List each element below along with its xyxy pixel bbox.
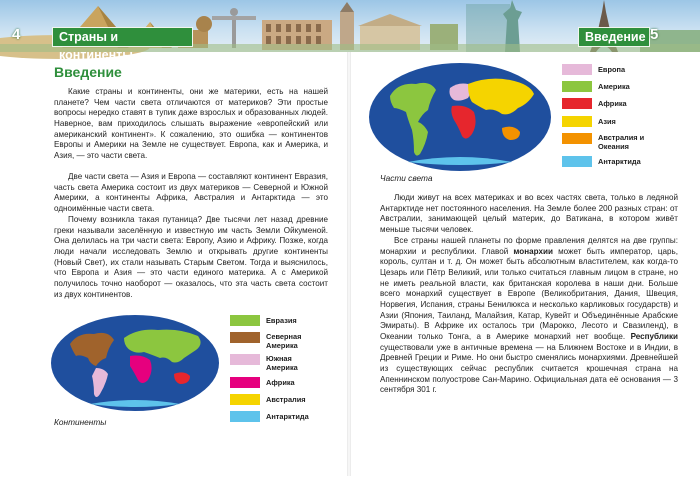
- paragraph-3: Почему возникла такая путаница? Две тысячи лет назад древние греки называли заселённую и известную им часть Земли Ойкуменой. Она делилась на три части света: Европу, Азию и Африку. Позже, когда люди начали исследовать Землю и открывать другие континенты (Новый Свет), их стали называть Старым Светом. Тогда и выяснилось, что Европа и Азия — это части единого материка. А с Америкой получилось точно наоборот — оказалось, что эта часть света состоит из двух континентов.: [54, 215, 328, 299]
- legend-swatch: [562, 64, 592, 75]
- legend-swatch: [230, 315, 260, 326]
- text-run: Все страны нашей планеты по форме правления делятся на две группы: монархии и республики. Главой: [380, 236, 678, 256]
- continents-map-caption: Континенты: [54, 417, 107, 427]
- left-section-title: Страны и континенты: [52, 27, 193, 47]
- book-gutter: [347, 52, 351, 476]
- legend-swatch: [562, 81, 592, 92]
- legend-label: Австралия: [266, 395, 306, 404]
- left-page: [0, 52, 346, 476]
- legend-swatch: [230, 411, 260, 422]
- text-run: может быть император, царь, король, султан и т. д. Он может быть абсолютным властителем, как когда-то Цезарь или Пётр Великий, или только считаться главным лицом в стране, но не иметь реальной власти, как британская королева в наши дни. Больше всего монархий существует в Европе (Великобритания, Дания, Швеция, Норвегия, Испания, страны Бенилюкса и несколько карликовых государств) и Азии (Япония, Таиланд, Малайзия, Катар, Кувейт и Объединённые Арабские Эмираты). В Африке их осталось три (Марокко, Лесото и Свазиленд), в Океании только Тонга, а в Америке монархий нет вообще.: [380, 246, 678, 341]
- legend-label: Азия: [598, 117, 616, 126]
- paragraph-1: Какие страны и континенты, они же материки, есть на нашей планете? Чем части света отличаются от материков? Эти простые вопросы нередко ставят в тупик даже взрослых и образованных людей. Наверное, вам приходилось слышать выражение «европейский или американский континент». К сожалению, это ошибка — континентов Европы и Америки на Земле не существует. Европа, как и Америка, и Азия, — это части света.: [54, 87, 328, 160]
- legend-swatch: [562, 156, 592, 167]
- governance-paragraph: [380, 236, 678, 396]
- paragraph-2: [380, 236, 678, 396]
- paragraph-1: Люди живут на всех материках и во всех частях света, только в ледяной Антарктиде нет постоянного населения. На Земле более 200 разных стран: от Австралии, занимающей целый материк, до Ватикана, в котором живёт меньше тысячи человек.: [380, 193, 678, 234]
- legend-label: Северная Америка: [266, 332, 302, 350]
- right-section-title: Введение: [578, 27, 650, 47]
- intro-paragraph: [54, 87, 328, 162]
- legend-swatch: [562, 133, 592, 144]
- bold-term-monarchy: монархии: [513, 246, 553, 256]
- continents-legend: [230, 315, 340, 421]
- header-banner: [0, 0, 700, 62]
- legend-swatch: [230, 377, 260, 388]
- continents-paragraph: [54, 172, 328, 215]
- legend-label: Евразия: [266, 316, 297, 325]
- legend-label: Антарктида: [598, 157, 641, 166]
- legend-label: Южная Америка: [266, 354, 298, 372]
- population-paragraph: [380, 193, 678, 236]
- history-paragraph: [54, 215, 328, 300]
- right-page: [352, 52, 700, 476]
- legend-label: Африка: [266, 378, 295, 387]
- legend-swatch: [230, 354, 260, 365]
- parts-of-world-map: [368, 62, 552, 172]
- bold-term-republics: Республики: [630, 331, 678, 341]
- text-run: существовали уже в античные времена — на Ближнем Востоке и в Индии, в Древней Греции и Риме. Но они быстро сменялись монархиями. Древнейшей из существующих сейчас республик считается крошечная страна на Апеннинском полуострове Сан-Марино. Официальная дата её основания — 3 сентября 301 г.: [380, 342, 678, 395]
- legend-swatch: [562, 116, 592, 127]
- statue-icon: [232, 18, 236, 48]
- parts-of-world-legend: [562, 64, 692, 174]
- legend-label: Антарктида: [266, 412, 309, 421]
- legend-swatch: [230, 394, 260, 405]
- page-heading: Введение: [54, 64, 122, 80]
- parts-map-caption: Части света: [380, 173, 433, 183]
- legend-label: Африка: [598, 99, 627, 108]
- continents-map: [50, 314, 220, 412]
- legend-label: Европа: [598, 65, 626, 74]
- paragraph-2: Две части света — Азия и Европа — составляют континент Евразия, часть света Америка состоит из двух материков — Северной и Южной Америки, а континенты Африка, Австралия и Антарктида — это одноимённые части света.: [54, 172, 328, 213]
- legend-label: Австралия и Океания: [598, 133, 645, 151]
- legend-label: Америка: [598, 82, 630, 91]
- left-page-number: 4: [12, 26, 21, 43]
- legend-swatch: [562, 98, 592, 109]
- legend-swatch: [230, 332, 260, 343]
- right-page-number: 5: [650, 26, 659, 43]
